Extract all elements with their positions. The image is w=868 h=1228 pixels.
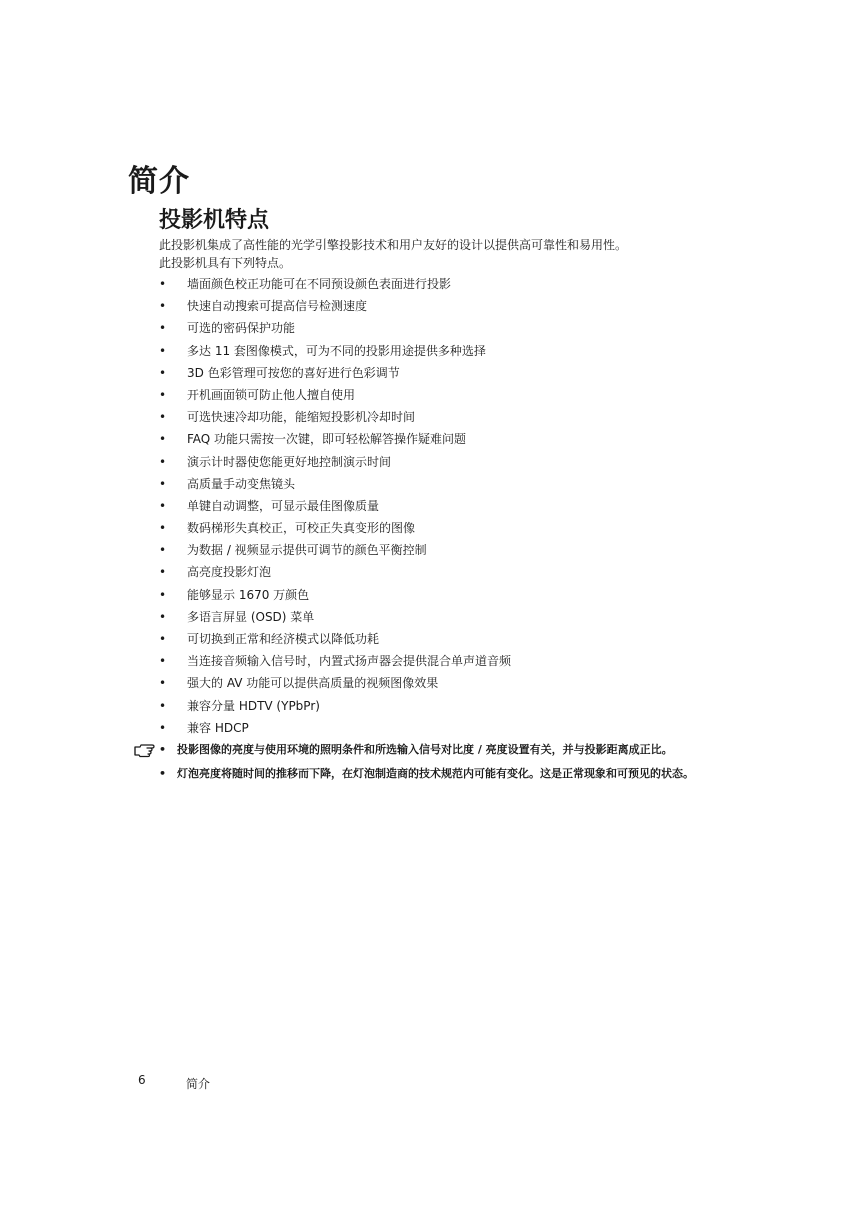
bullet: • [159, 676, 167, 691]
feature-text: FAQ 功能只需按一次键，即可轻松解答操作疑难问题 [187, 432, 467, 447]
bullet: • [159, 632, 167, 646]
note-text: 投影图像的亮度与使用环境的照明条件和所选输入信号对比度 / 亮度设置有关，并与投影距离成正比。 [177, 743, 673, 756]
feature-text: 演示计时器使您能更好地控制演示时间 [187, 454, 392, 469]
section-title: 投影机特点 [159, 208, 270, 233]
feature-text: 单键自动调整，可显示最佳图像质量 [187, 498, 380, 513]
feature-text: 兼容 HDCP [187, 720, 249, 735]
intro-line-2: 此投影机具有下列特点。 [159, 256, 292, 270]
bullet: • [159, 654, 167, 669]
bullet: • [159, 698, 167, 713]
feature-text: 快速自动搜索可提高信号检测速度 [187, 299, 368, 314]
feature-text: 可选的密码保护功能 [187, 321, 296, 336]
list-item [159, 384, 511, 406]
bullet: • [159, 767, 167, 780]
list-item [159, 340, 511, 362]
feature-text: 当连接音频输入信号时，内置式扬声器会提供混合单声道音频 [187, 654, 512, 669]
list-item [159, 317, 511, 339]
feature-text: 开机画面锁可防止他人擅自使用 [187, 387, 356, 402]
bullet: • [159, 277, 167, 291]
bullet: • [159, 587, 167, 602]
bullet: • [159, 521, 167, 536]
bullet: • [159, 476, 167, 491]
note-item [140, 763, 694, 787]
intro-line-1: 此投影机集成了高性能的光学引擎投影技术和用户友好的设计以提供高可靠性和易用性。 [159, 238, 628, 252]
list-item [159, 606, 511, 628]
feature-text: 强大的 AV 功能可以提供高质量的视频图像效果 [187, 676, 439, 691]
feature-text: 兼容分量 HDTV (YPbPr) [187, 698, 320, 713]
note-text: 灯泡亮度将随时间的推移而下降，在灯泡制造商的技术规范内可能有变化。这是正常现象和可预见的状态。 [177, 767, 694, 780]
feature-text: 高质量手动变焦镜头 [187, 476, 296, 491]
bullet: • [159, 720, 167, 735]
list-item [159, 695, 511, 717]
feature-text: 能够显示 1670 万颜色 [187, 587, 310, 602]
list-item [159, 561, 511, 583]
bullet: • [159, 565, 167, 580]
bullet: • [159, 299, 167, 314]
bullet: • [159, 432, 167, 447]
list-item [159, 717, 511, 739]
intro-paragraph [159, 236, 627, 272]
note-item [140, 739, 694, 763]
chapter-title: 简介 [128, 164, 190, 199]
bullet: • [159, 410, 167, 425]
bullet: • [159, 454, 167, 469]
list-item [159, 473, 511, 495]
bullet: • [159, 543, 167, 558]
bullet: • [159, 498, 167, 513]
footer-section-label: 简介 [186, 1077, 211, 1091]
bullet: • [159, 609, 167, 624]
list-item [159, 672, 511, 694]
list-item [159, 628, 511, 650]
list-item [159, 539, 511, 561]
list-item [159, 273, 511, 295]
bullet: • [159, 387, 167, 402]
list-item [159, 428, 511, 450]
feature-text: 高亮度投影灯泡 [187, 565, 272, 580]
bullet: • [159, 365, 167, 380]
list-item [159, 517, 511, 539]
list-item [159, 451, 511, 473]
feature-list [159, 273, 511, 739]
feature-text: 墙面颜色校正功能可在不同预设颜色表面进行投影 [187, 277, 452, 291]
feature-text: 多达 11 套图像模式，可为不同的投影用途提供多种选择 [187, 343, 486, 358]
bullet: • [159, 343, 167, 358]
bullet: • [159, 321, 167, 336]
pointing-hand-icon [134, 741, 158, 759]
feature-text: 可切换到正常和经济模式以降低功耗 [187, 632, 380, 646]
page-number: 6 [138, 1073, 146, 1087]
list-item [159, 406, 511, 428]
feature-text: 可选快速冷却功能，能缩短投影机冷却时间 [187, 410, 416, 425]
list-item [159, 362, 511, 384]
bullet: • [159, 743, 167, 756]
list-item [159, 584, 511, 606]
feature-text: 多语言屏显 (OSD) 菜单 [187, 609, 315, 624]
list-item [159, 650, 511, 672]
notes-block [140, 739, 694, 787]
feature-text: 数码梯形失真校正，可校正失真变形的图像 [187, 521, 416, 536]
list-item [159, 495, 511, 517]
feature-text: 为数据 / 视频显示提供可调节的颜色平衡控制 [187, 543, 427, 558]
list-item [159, 295, 511, 317]
feature-text: 3D 色彩管理可按您的喜好进行色彩调节 [187, 365, 400, 380]
